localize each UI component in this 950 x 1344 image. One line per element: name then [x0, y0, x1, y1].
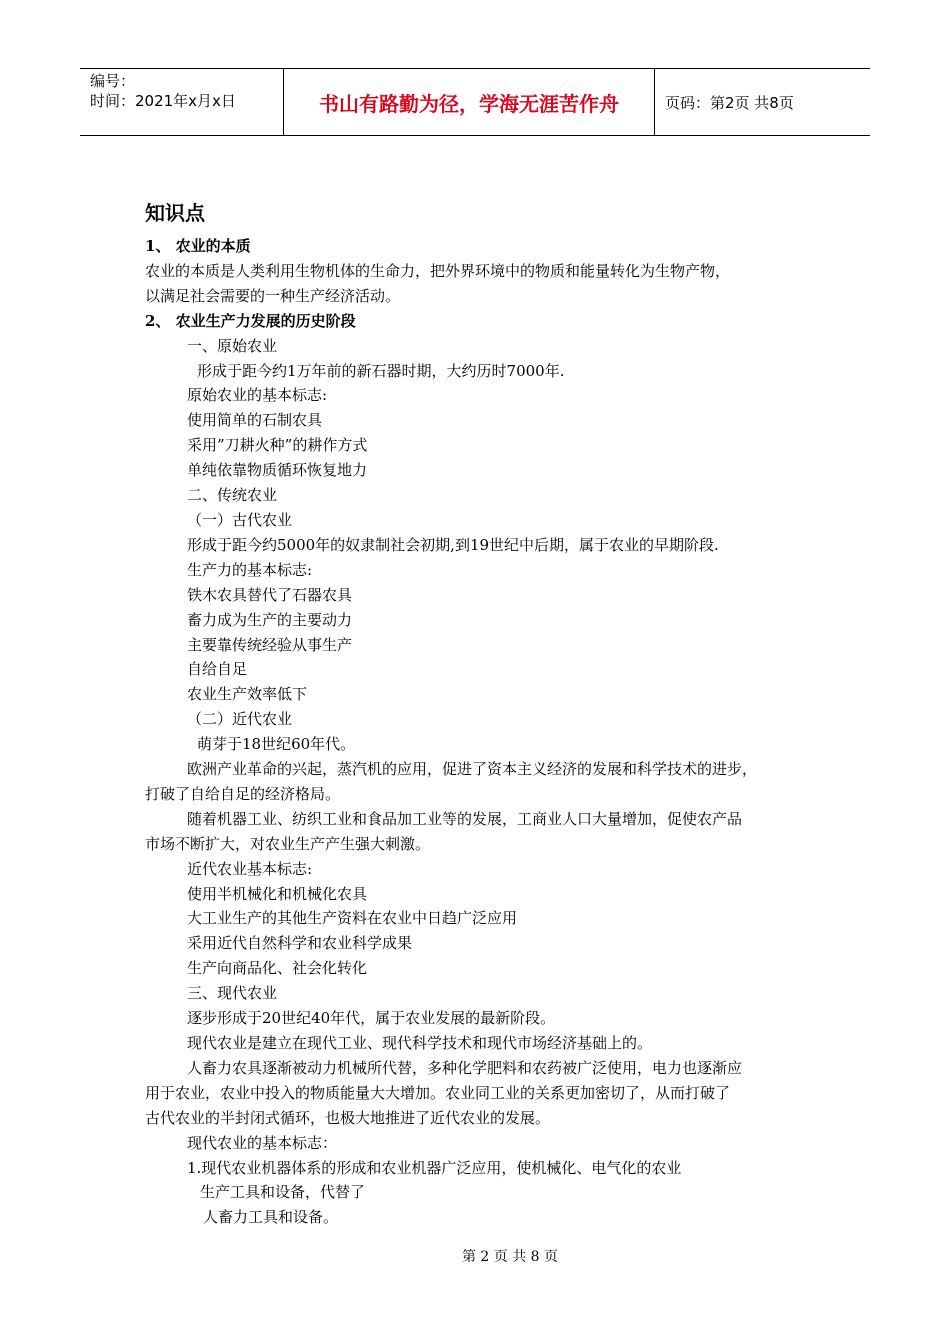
body-line: 农业的本质是人类利用生物机体的生命力，把外界环境中的物质和能量转化为生物产物，	[145, 261, 731, 280]
body-line: 近代农业基本标志:	[187, 859, 313, 878]
body-line: 形成于距今约1万年前的新石器时期，大约历时7000年.	[197, 361, 565, 380]
body-line: 原始农业的基本标志:	[187, 386, 328, 405]
body-line: 形成于距今约5000年的奴隶制社会初期,到19世纪中后期，属于农业的早期阶段.	[187, 535, 719, 554]
body-line: 打破了自给自足的经济格局。	[145, 784, 341, 803]
body-lines	[145, 234, 825, 1230]
body-line: 人畜力农具逐渐被动力机械所代替，多种化学肥料和农药被广泛使用，电力也逐渐应	[187, 1058, 743, 1077]
body-line: 使用半机械化和机械化农具	[187, 884, 368, 903]
page-footer: 第 2 页 共 8 页	[461, 1249, 559, 1265]
body-line: 采用”刀耕火种”的耕作方式	[187, 436, 368, 455]
body-line: （一）古代农业	[187, 510, 293, 529]
document-body	[145, 196, 825, 1230]
document-time-label: 时间：2021年x月x日	[90, 92, 236, 110]
header-motto: 书山有路勤为径，学海无涯苦作舟	[283, 69, 655, 135]
body-line: （二）近代农业	[187, 710, 293, 729]
body-line: 一、原始农业	[187, 336, 278, 355]
body-line: 古代农业的半封闭式循环，也极大地推进了近代农业的发展。	[145, 1108, 551, 1127]
body-line: 1.现代农业机器体系的形成和农业机器广泛应用，使机械化、电气化的农业	[187, 1158, 682, 1177]
document-number-label: 编号：	[90, 72, 136, 90]
body-line: 随着机器工业、纺织工业和食品加工业等的发展，工商业人口大量增加，促使农产品	[187, 809, 743, 828]
body-line: 生产向商品化、社会化转化	[187, 959, 368, 978]
body-line: 现代农业的基本标志：	[187, 1133, 338, 1152]
body-line: 使用简单的石制农具	[187, 411, 323, 430]
body-line: 大工业生产的其他生产资料在农业中日趋广泛应用	[187, 909, 518, 928]
body-line: 畜力成为生产的主要动力	[187, 610, 353, 629]
body-line: 自给自足	[187, 660, 248, 679]
body-line: 生产工具和设备，代替了	[200, 1183, 366, 1202]
body-line: 主要靠传统经验从事生产	[187, 635, 353, 654]
header-meta	[80, 69, 283, 135]
section-title: 知识点	[145, 201, 205, 225]
body-line: 人畜力工具和设备。	[203, 1208, 339, 1227]
body-line: 现代农业是建立在现代工业、现代科学技术和现代市场经济基础上的。	[187, 1034, 653, 1052]
body-line: 农业生产效率低下	[187, 685, 308, 704]
section-heading: 1、 农业的本质	[145, 237, 251, 255]
body-line: 三、现代农业	[187, 984, 278, 1003]
body-line: 单纯依靠物质循环恢复地力	[187, 461, 368, 480]
body-line: 欧洲产业革命的兴起，蒸汽机的应用，促进了资本主义经济的发展和科学技术的进步，	[187, 760, 758, 779]
body-line: 逐步形成于20世纪40年代，属于农业发展的最新阶段。	[187, 1009, 556, 1028]
section-heading: 2、 农业生产力发展的历史阶段	[145, 311, 356, 330]
body-line: 采用近代自然科学和农业科学成果	[187, 934, 413, 953]
body-line: 用于农业，农业中投入的物质能量大大增加。农业同工业的关系更加密切了，从而打破了	[145, 1083, 731, 1102]
page-header	[80, 68, 870, 136]
body-line: 市场不断扩大，对农业生产产生强大刺激。	[145, 834, 431, 853]
header-page-info: 页码：第2页 共8页	[665, 93, 794, 112]
body-line: 萌芽于18世纪60年代。	[197, 735, 356, 754]
body-line: 以满足社会需要的一种生产经济活动。	[145, 286, 401, 305]
body-line: 二、传统农业	[187, 486, 278, 505]
body-line: 生产力的基本标志:	[187, 560, 313, 579]
body-line: 铁木农具替代了石器农具	[187, 585, 353, 604]
